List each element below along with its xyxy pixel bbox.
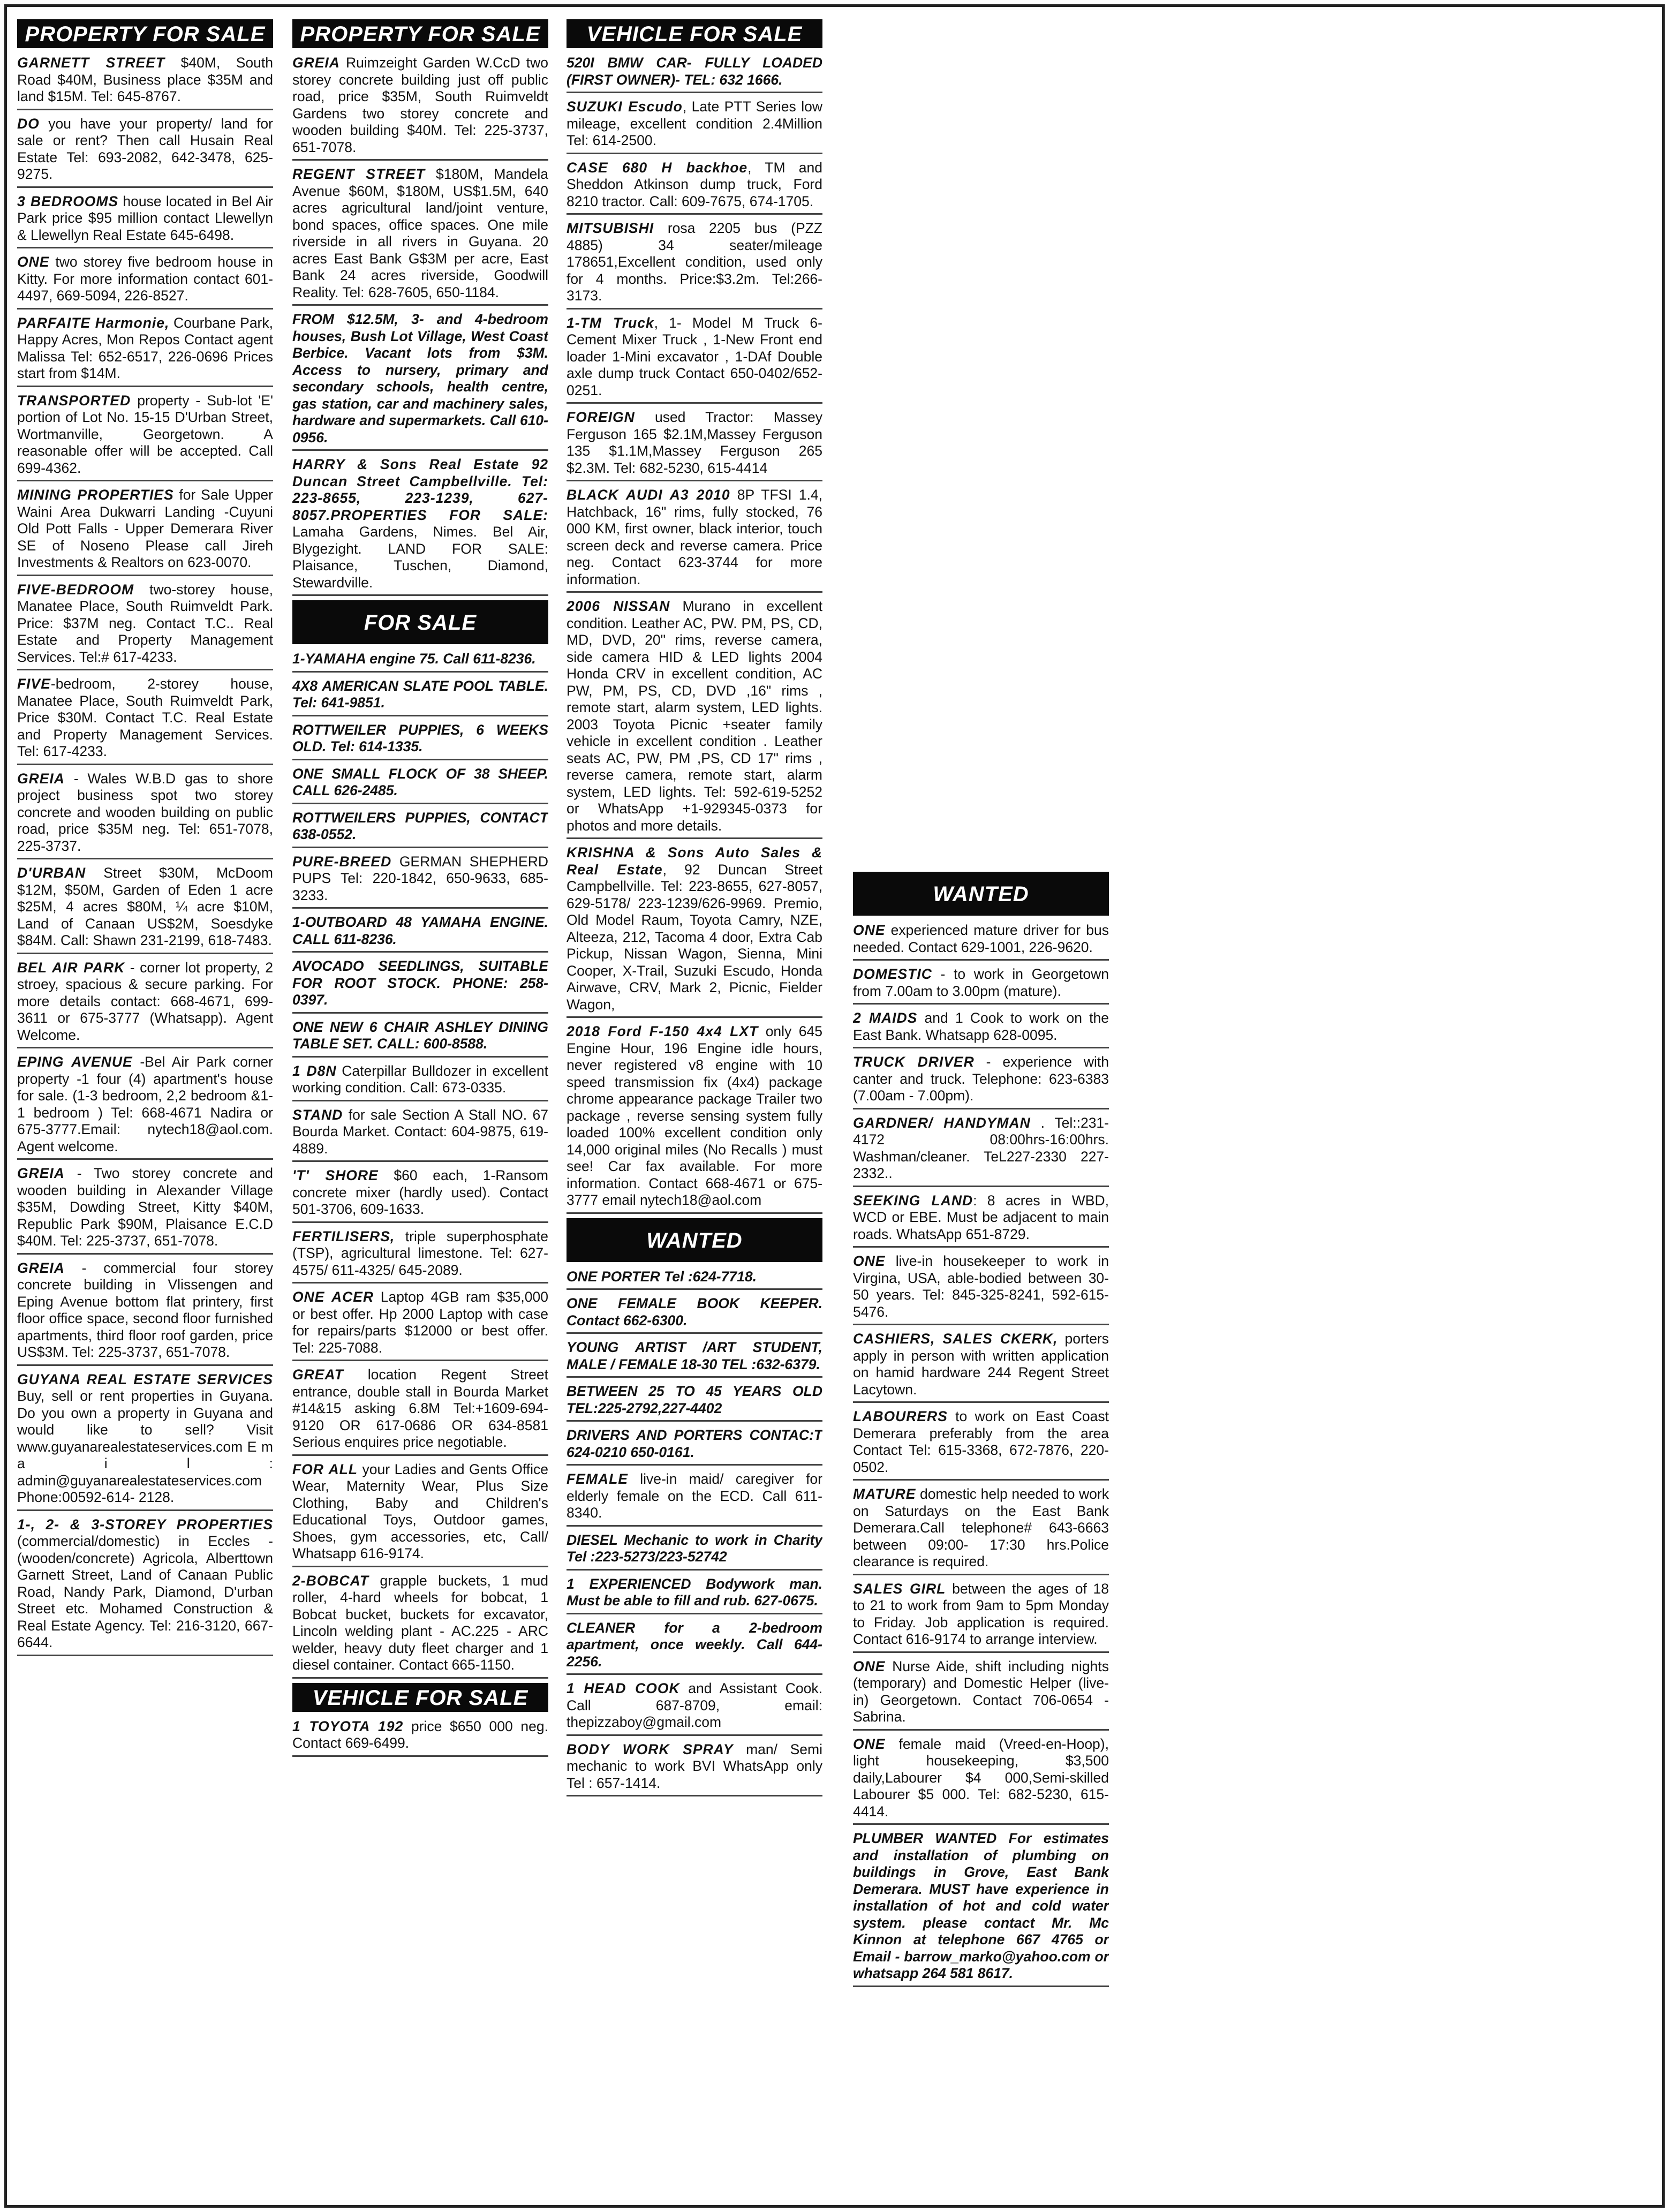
classified-ad (17, 1053, 273, 1160)
ad-text: CLEANER for a 2-bedroom apartment, once weekly. Call 644-2256. (567, 1619, 822, 1670)
classified-ad (292, 809, 548, 848)
ad-text: two storey five bedroom house in Kitty. For more information contact 601-4497, 669-5094, 226-8527. (17, 254, 273, 304)
ad-lead: 2-BOBCAT (292, 1572, 369, 1589)
ad-lead: 2018 Ford F-150 4x4 LXT (567, 1023, 759, 1039)
classified-ad (292, 310, 548, 451)
classified-ad (292, 1018, 548, 1058)
ad-lead: 3 BEDROOMS (17, 193, 119, 209)
classified-ad (567, 1575, 822, 1614)
ad-text: Courbane Park, Happy Acres, Mon Repos Contact agent Malissa Tel: 652-6517, 226-0696 Prices start from $14M. (17, 314, 273, 381)
ad-text: domestic help needed to work on Saturdays on the East Bank Demerara.Call telephone# 643-6663 between 09:00- 17:30 hrs.Police clearance is required. (853, 1486, 1109, 1569)
classified-ad (17, 675, 273, 765)
classified-ad (853, 1829, 1109, 1987)
ad-lead: GREIA (17, 770, 65, 787)
ad-text: female maid (Vreed-en-Hoop), light housekeeping, $3,500 daily,Labourer $4 000,Semi-skilled Labourer $5 000. Tel: 682-5230, 615-4414. (853, 1735, 1109, 1820)
classified-ad (853, 1407, 1109, 1481)
ad-text: you have your property/ land for sale or rent? Then call Husain Real Estate Tel: 693-2082, 642-3478, 625-9275. (17, 115, 273, 182)
classified-ad (292, 1227, 548, 1284)
ad-text: , Late PTT Series low mileage, excellent condition 2.4Million Tel: 614-2500. (567, 99, 822, 148)
ad-text: $180M, Mandela Avenue $60M, $180M, US$1.5M, 640 acres agricultural land/joint venture, bond spaces, office spaces. One mile riverside in all rivers in Guyana. 20 acres East Bank G$3M per acre, East Bank 24 acres riverside, Goodwill Reality. Tel: 628-7605, 650-1184. (292, 166, 548, 300)
ad-text: Caterpillar Bulldozer in excellent working condition. Call: 673-0335. (292, 1062, 548, 1096)
column-2 (292, 19, 548, 2193)
ad-text: GERMAN SHEPHERD PUPS Tel: 220-1842, 650-9633, 685-3233. (292, 853, 548, 903)
ad-text: Murano in excellent condition. Leather AC, PW. PM, PS, CD, MD, DVD, 20" rims, reverse camera, side camera HID & LED lights 2004 Honda CRV in excellent condition, AC PW, PM, PS, CD, DVD ,16" rims , remote start, alarm system, LED lights. 2003 Toyota Picnic +seater family vehicle in excellent condition . Leather seats AC, PW, PM ,PS, CD 17" rims , reverse camera, remote start, alarm system, LED lights. Tel: 592-619-5252 or WhatsApp +1-929345-0373 for photos and more details. (567, 598, 822, 834)
ad-lead: ONE (853, 1735, 886, 1752)
classified-ad (853, 921, 1109, 961)
ad-lead: 1 TOYOTA 192 (292, 1718, 404, 1734)
classified-ad (292, 1460, 548, 1567)
ad-text: $40M, South Road $40M, Business place $35M and land $15M. Tel: 645-8767. (17, 55, 273, 104)
ad-text: used Tractor: Massey Ferguson 165 $2.1M,Massey Ferguson 135 $1.1M,Massey Ferguson 265 $2.3M. Tel: 682-5230, 615-4414 (567, 409, 822, 476)
classified-ad (853, 1191, 1109, 1248)
ad-text: for Sale Upper Waini Area Dukwarri Landing -Cuyuni Old Pott Falls - Upper Demerara River SE of Noseno Please call Jireh Investments & Realtors on 623-0070. (17, 487, 273, 570)
classified-ad (853, 1657, 1109, 1731)
ad-text: 4X8 AMERICAN SLATE POOL TABLE. Tel: 641-9851. (292, 677, 548, 711)
classified-ad (292, 1288, 548, 1361)
classified-ad (567, 1531, 822, 1571)
ad-lead: FOR ALL (292, 1461, 358, 1477)
classified-ad (17, 580, 273, 671)
ad-lead: KRISHNA & Sons Auto Sales & Real Estate (567, 844, 822, 878)
ad-text: ONE NEW 6 CHAIR ASHLEY DINING TABLE SET. CALL: 600-8588. (292, 1018, 548, 1052)
ad-text: man/ Semi mechanic to work BVI WhatsApp only Tel : 657-1414. (567, 1741, 822, 1791)
ad-text: FROM $12.5M, 3- and 4-bedroom houses, Bush Lot Village, West Coast Berbice. Vacant lots from $3M. Access to nursery, primary and secondary schools, health centre, gas station, car and machinery sales, hardware and supermarkets. Call 610-0956. (292, 311, 548, 446)
classified-ad (17, 192, 273, 249)
ad-lead: REGENT STREET (292, 166, 425, 182)
ad-text: - commercial four storey concrete building in Vlissengen and Eping Avenue bottom flat printery, first floor office space, second floor furnished apartments, third floor roof garden, price US$3M. Tel: 225-3737, 651-7078. (17, 1259, 273, 1360)
classified-ad (567, 1426, 822, 1466)
classified-ad (567, 1338, 822, 1378)
column-1 (17, 19, 273, 2193)
ad-text: PLUMBER WANTED For estimates and installation of plumbing on buildings in Grove, East Bank Demerara. MUST have experience in installation of hot and cold water system. please contact Mr. Mc Kinnon at telephone 667 4765 or Email - barrow_marko@yahoo.com or whatsapp 264 581 8617. (853, 1830, 1109, 1981)
ad-lead: ONE (853, 1658, 886, 1674)
ad-lead: FIVE-BEDROOM (17, 581, 134, 598)
ad-text: ONE SMALL FLOCK OF 38 SHEEP. CALL 626-2485. (292, 765, 548, 798)
ad-text: and 1 Cook to work on the East Bank. Whatsapp 628-0095. (853, 1010, 1109, 1043)
classified-ad (292, 1166, 548, 1223)
section-header: VEHICLE FOR SALE (292, 1683, 548, 1712)
classified-ad (17, 54, 273, 110)
ad-text: DRIVERS AND PORTERS CONTAC:T 624-0210 650-0161. (567, 1427, 822, 1460)
classified-ad (567, 97, 822, 154)
classified-ad (292, 1062, 548, 1101)
classified-ad (292, 765, 548, 804)
ad-lead: MITSUBISHI (567, 220, 654, 236)
ad-text: 520I BMW CAR- FULLY LOADED (FIRST OWNER)- TEL: 632 1666. (567, 55, 822, 88)
section-header: FOR SALE (292, 600, 548, 644)
ad-text: Street $30M, McDoom $12M, $50M, Garden of Eden 1 acre $25M, 4 acres $80M, ¼ acre $10M, Land of Canaan US$2M, Soesdyke $84M. Call: Shawn 231-2199, 618-7483. (17, 865, 273, 948)
ad-text: 1-OUTBOARD 48 YAMAHA ENGINE. CALL 611-8236. (292, 914, 548, 947)
classified-ad (567, 158, 822, 215)
ad-lead: 2006 NISSAN (567, 598, 670, 614)
classified-ad (292, 1365, 548, 1456)
ad-text: for sale Section A Stall NO. 67 Bourda Market. Contact: 604-9875, 619-4889. (292, 1106, 548, 1157)
classified-ad (292, 650, 548, 673)
ad-lead: 'T' SHORE (292, 1167, 379, 1183)
ad-lead: ONE (853, 1253, 886, 1269)
ad-text: live-in maid/ caregiver for elderly female on the ECD. Call 611-8340. (567, 1471, 822, 1521)
ad-text: experienced mature driver for bus needed. Contact 629-1001, 226-9620. (853, 922, 1109, 955)
classified-ad (17, 958, 273, 1049)
ad-lead: GREIA (17, 1259, 65, 1276)
ad-lead: CASE 680 H backhoe (567, 159, 748, 176)
ad-text: - Two storey concrete and wooden building in Alexander Village $35M, Dowding Street, Kitty $40M, Republic Park $90M, Plaisance E.C.D $40M. Tel: 225-3737, 651-7078. (17, 1165, 273, 1249)
classified-ad (292, 913, 548, 953)
classified-ad (292, 1106, 548, 1162)
ad-text: YOUNG ARTIST /ART STUDENT, MALE / FEMALE 18-30 TEL :632-6379. (567, 1339, 822, 1372)
ad-lead: MINING PROPERTIES (17, 487, 174, 503)
ad-lead: SEEKING LAND (853, 1192, 973, 1209)
column-3 (567, 19, 822, 2193)
classified-ad (567, 1267, 822, 1290)
classified-ad (567, 314, 822, 404)
ad-lead: D'URBAN (17, 865, 86, 881)
ad-text: , 1- Model M Truck 6-Cement Mixer Truck , 1-New Front end loader 1-Mini excavator , 1-DAf Double axle dump truck Contact 650-0402/652-0251. (567, 314, 822, 398)
classified-ad (567, 1679, 822, 1736)
ad-lead: SALES GIRL (853, 1580, 946, 1597)
ad-text: 1-YAMAHA engine 75. Call 611-8236. (292, 651, 536, 667)
ad-text: ROTTWEILERS PUPPIES, CONTACT 638-0552. (292, 809, 548, 842)
ad-lead: 1 HEAD COOK (567, 1680, 680, 1696)
classified-ad (567, 1294, 822, 1334)
ad-text: triple superphosphate (TSP), agricultural limestone. Tel: 627-4575/ 611-4325/ 645-2089. (292, 1228, 548, 1278)
ad-text: : 8 acres in WBD, WCD or EBE. Must be adjacent to main roads. WhatsApp 651-8729. (853, 1192, 1109, 1242)
classified-ad (567, 219, 822, 309)
ad-text: - corner lot property, 2 stroey, spacious & secure parking. For more details contact: 668-4671, 699-3611 or 675-3777 (Whatsapp). Agent Welcome. (17, 959, 273, 1043)
ad-lead: MATURE (853, 1486, 916, 1502)
classified-ad (567, 408, 822, 481)
ad-text: -bedroom, 2-storey house, Manatee Place, South Ruimveldt Park, Price $30M. Contact T.C. Real Estate and Property Management Services. Tel: 617-4233. (17, 676, 273, 759)
ad-text: - to work in Georgetown from 7.00am to 3.00pm (mature). (853, 966, 1109, 999)
classified-ad (853, 1252, 1109, 1325)
ad-text: - experience with canter and truck. Telephone: 623-6383 (7.00am - 7.00pm). (853, 1054, 1109, 1104)
ad-lead: GREAT (292, 1367, 344, 1383)
classified-ad (567, 1619, 822, 1675)
ad-lead: ONE (853, 922, 886, 938)
classified-ad (567, 1022, 822, 1214)
classified-ad (567, 1382, 822, 1422)
ad-lead: ONE (17, 254, 50, 270)
ad-text: rosa 2205 bus (PZZ 4885) 34 seater/mileage 178651,Excellent condition, used only for 4 months. Price:$3.2m. Tel:266-3173. (567, 220, 822, 304)
classified-ad (17, 864, 273, 954)
ad-lead: TRUCK DRIVER (853, 1054, 975, 1070)
ad-text: live-in housekeeper to work in Virgina, USA, able-bodied between 30-50 years. Tel: 845-325-8241, 592-615-5476. (853, 1253, 1109, 1320)
ad-lead: STAND (292, 1106, 343, 1123)
ad-text: , TM and Sheddon Atkinson dump truck, Ford 8210 tractor. Call: 609-7675, 674-1705. (567, 159, 822, 209)
classified-ad (292, 455, 548, 596)
classified-ad (853, 965, 1109, 1005)
ad-text: your Ladies and Gents Office Wear, Maternity Wear, Plus Size Clothing, Baby and Children's Educational Toys, Outdoor games, Shoes, gym accessories, etc, Call/ Whatsapp 616-9174. (292, 1461, 548, 1561)
classified-ad (17, 391, 273, 482)
classified-ad (567, 1740, 822, 1797)
ad-text: property - Sub-lot 'E' portion of Lot No. 15-15 D'Urban Street, Wortmanville, Georgetown. A reasonable offer will be accepted. Call 699-4362. (17, 392, 273, 476)
ad-text: ROTTWEILER PUPPIES, 6 WEEKS OLD. Tel: 614-1335. (292, 721, 548, 754)
ad-lead: PARFAITE Harmonie, (17, 314, 170, 331)
ad-lead: GREIA (17, 1165, 65, 1181)
ad-lead: DOMESTIC (853, 966, 932, 982)
classified-ad (853, 1580, 1109, 1653)
ad-lead: 1-, 2- & 3-STOREY PROPERTIES (17, 1516, 273, 1532)
ad-text: . Tel::231-4172 08:00hrs-16:00hrs. Washman/cleaner. TeL227-2330 227-2332.. (853, 1114, 1109, 1181)
ad-lead: DO (17, 115, 40, 132)
classified-ad (17, 115, 273, 188)
ad-text: - Wales W.B.D gas to shore project business spot two storey concrete and wooden building on public road, price $35M neg. Tel: 651-7078, 225-3737. (17, 770, 273, 854)
ad-text: Buy, sell or rent properties in Guyana. Do you own a property in Guyana and would like to sell? Visit www.guyanarealestateservices.com E m a i l : admin@guyanarealestateservices.com Phone:00592-614- 2128. (17, 1388, 273, 1505)
ad-lead: 1 D8N (292, 1062, 337, 1079)
ad-text: AVOCADO SEEDLINGS, SUITABLE FOR ROOT STOCK. PHONE: 258-0397. (292, 958, 548, 1008)
ad-text: Nurse Aide, shift including nights (temporary) and Domestic Helper (live-in) Georgetown. Contact 706-0654 - Sabrina. (853, 1658, 1109, 1725)
ad-lead: FERTILISERS, (292, 1228, 395, 1244)
classified-ad (17, 314, 273, 387)
ad-lead: FEMALE (567, 1471, 628, 1487)
classified-ad (853, 1053, 1109, 1109)
ad-lead: CASHIERS, SALES CKERK, (853, 1331, 1058, 1347)
ad-lead: FIVE (17, 676, 51, 692)
classified-ad (567, 843, 822, 1018)
ad-text: grapple buckets, 1 mud roller, 4-hard wheels for bobcat, 1 Bobcat bucket, buckets for excavator, Lincoln welding plant - AC.225 - ARC welder, heavy duty fleet charger and 1 diesel container. Contact 665-1150. (292, 1572, 548, 1673)
classified-ad (292, 957, 548, 1014)
section-header: PROPERTY FOR SALE (17, 19, 273, 48)
classified-ad (17, 1164, 273, 1255)
ad-text: house located in Bel Air Park price $95 million contact Llewellyn & Llewellyn Real Estate 645-6498. (17, 193, 273, 243)
ad-text: Ruimzeight Garden W.CcD two storey concrete building just off public road, price $35M, South Ruimveldt Gardens two storey concrete and wooden building $40M. Tel: 225-3737, 651-7078. (292, 55, 548, 155)
classified-ad (292, 1717, 548, 1757)
classified-ad (17, 769, 273, 860)
section-header: PROPERTY FOR SALE (292, 19, 548, 48)
ad-lead: BEL AIR PARK (17, 959, 125, 976)
ad-text: ONE PORTER Tel :624-7718. (567, 1268, 757, 1285)
ad-lead: LABOURERS (853, 1408, 948, 1424)
classified-ad (292, 165, 548, 306)
classified-ad (567, 1470, 822, 1527)
classified-ad (17, 253, 273, 309)
classified-ad (853, 1330, 1109, 1403)
ad-lead: GARDNER/ HANDYMAN (853, 1114, 1031, 1131)
ad-lead: GUYANA REAL ESTATE SERVICES (17, 1371, 273, 1387)
ad-text: Laptop 4GB ram $35,000 or best offer. Hp 2000 Laptop with case for repairs/parts $12000 or best offer. Tel: 225-7088. (292, 1289, 548, 1356)
ad-lead: FOREIGN (567, 409, 635, 425)
ad-text: price $650 000 neg. Contact 669-6499. (292, 1718, 548, 1751)
classified-ad (567, 597, 822, 839)
ad-lead: GREIA (292, 55, 340, 71)
ad-text: to work on East Coast Demerara preferably from the area Contact Tel: 615-3368, 672-7876, 220-0502. (853, 1408, 1109, 1475)
ad-lead: PURE-BREED (292, 853, 392, 870)
ad-text: , 92 Duncan Street Campbellville. Tel: 223-8655, 627-8057, 629-5178/ 223-1239/626-9969. Premio, Old Model Raum, Toyota Camry, NZE, Alteeza, 212, Tacoma 4 door, Extra Cab Pickup, Nissan Wagon, Sienna, Mini Cooper, X-Trail, Suzuki Escudo, Honda Airwave, CRV, Mark 2, Picnic, Fielder Wagon, (567, 861, 822, 1013)
ad-lead: GARNETT STREET (17, 55, 165, 71)
classified-ad (853, 1735, 1109, 1825)
ad-text: BETWEEN 25 TO 45 YEARS OLD TEL:225-2792,227-4402 (567, 1383, 822, 1416)
classified-ad (17, 1370, 273, 1511)
ad-text: 1 EXPERIENCED Bodywork man. Must be able to fill and rub. 627-0675. (567, 1575, 822, 1609)
ad-text: two-storey house, Manatee Place, South Ruimveldt Park. Price: $37M neg. Contact T.C.. Real Estate and Property Management Services. Tel:# 617-4233. (17, 581, 273, 665)
classified-ad (853, 1485, 1109, 1575)
section-header: WANTED (567, 1218, 822, 1262)
ad-text: $60 each, 1-Ransom concrete mixer (hardly used). Contact 501-3706, 609-1633. (292, 1167, 548, 1217)
classified-ad (567, 486, 822, 593)
classified-ad (292, 54, 548, 161)
ad-text: and Assistant Cook. Call 687-8709, email: thepizzaboy@gmail.com (567, 1680, 822, 1730)
ad-text: -Bel Air Park corner property -1 four (4) apartment's house for sale. (1-3 bedroom, 2,2 bedroom &1-1 bedroom ) Tel: 668-4671 Nadira or 675-3777.Email: nytech18@aol.com. Agent welcome. (17, 1054, 273, 1154)
ad-lead: BLACK AUDI A3 2010 (567, 487, 730, 503)
classified-ad (17, 1515, 273, 1656)
ad-lead: HARRY & Sons Real Estate 92 Duncan Street Campbellville. Tel: 223-8655, 223-1239, 627-8057.PROPERTIES FOR SALE: (292, 456, 548, 523)
classified-ad (17, 486, 273, 576)
section-header: WANTED (853, 872, 1109, 916)
classified-ad (17, 1259, 273, 1366)
ad-lead: SUZUKI Escudo (567, 99, 683, 115)
column-4 (853, 872, 1109, 2194)
ad-text: DIESEL Mechanic to work in Charity Tel :223-5273/223-52742 (567, 1531, 822, 1565)
ad-lead: EPING AVENUE (17, 1054, 133, 1070)
ad-text: 8P TFSI 1.4, Hatchback, 16" rims, fully stocked, 76 000 KM, first owner, black interior, touch screen deck and reverse camera. Price neg. Contact 623-3744 for more information. (567, 487, 822, 587)
classified-ad (292, 1572, 548, 1679)
ad-lead: ONE ACER (292, 1289, 374, 1305)
classified-ad (292, 721, 548, 760)
ad-lead: TRANSPORTED (17, 392, 131, 409)
classified-ad (853, 1009, 1109, 1048)
ad-lead: 1-TM Truck (567, 314, 654, 331)
classified-ad (853, 1114, 1109, 1187)
ad-text: (commercial/domestic) in Eccles - (wooden/concrete) Agricola, Alberttown Garnett Street, Land of Canaan Public Road, Nandy Park, Diamond, D'urban Street etc. Mohamed Construction & Real Estate Agency. Tel: 216-3120, 667-6644. (17, 1533, 273, 1650)
classified-ad (292, 677, 548, 716)
classified-ad (292, 852, 548, 909)
ad-text: Lamaha Gardens, Nimes. Bel Air, Blygezight. LAND FOR SALE: Plaisance, Tuschen, Diamond, Stewardville. (292, 524, 548, 591)
classified-ad (567, 54, 822, 93)
section-header: VEHICLE FOR SALE (567, 19, 822, 48)
ad-lead: 2 MAIDS (853, 1010, 918, 1026)
ad-text: location Regent Street entrance, double stall in Bourda Market #14&15 asking 6.8M Tel:+1609-694-9120 OR 617-0686 OR 634-8581 Serious enquires price negotiable. (292, 1367, 548, 1450)
ad-lead: BODY WORK SPRAY (567, 1741, 734, 1757)
ad-text: only 645 Engine Hour, 196 Engine idle hours, never registered v8 engine with 10 speed transmission fix (4x4) package chrome appearance package Trailer two package , reverse sensing system fully loaded 100% excellent condition only 14,000 original miles (No Recalls ) must see! Car fax available. For more information. Contact 668-4671 or 675-3777 email nytech18@aol.com (567, 1023, 822, 1208)
ad-text: porters apply in person with written application on hamid hardware 244 Regent Street Lacytown. (853, 1331, 1109, 1398)
ad-text: between the ages of 18 to 21 to work from 9am to 5pm Monday to Friday. Job application is required. Contact 616-9174 to arrange interview. (853, 1580, 1109, 1647)
ad-text: ONE FEMALE BOOK KEEPER. Contact 662-6300. (567, 1295, 822, 1328)
